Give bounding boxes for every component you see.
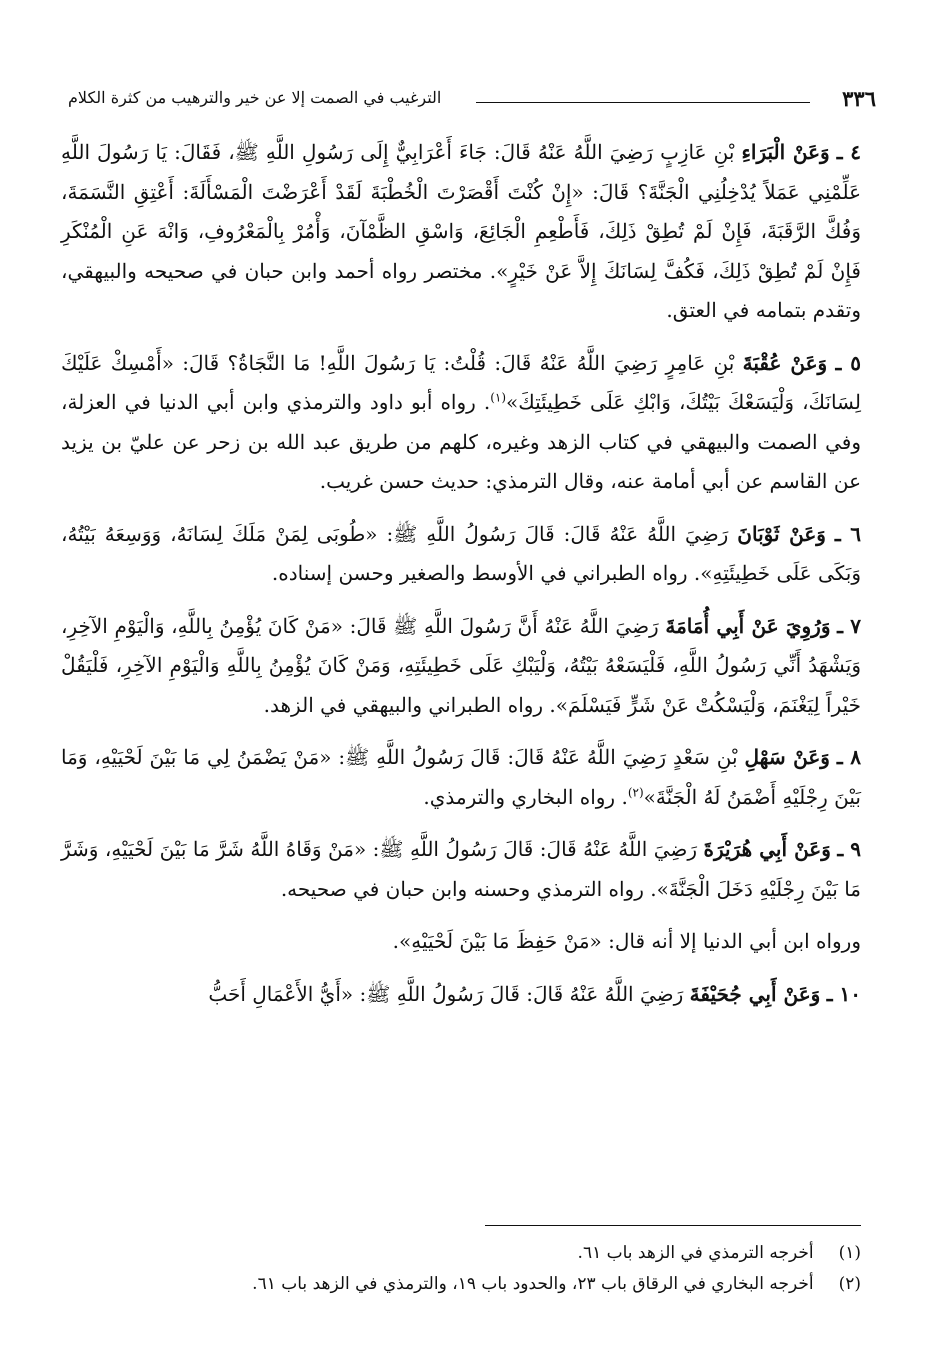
hadith-text: بْنِ عَامِرٍ رَضِيَ اللَّهُ عَنْهُ قَالَ: قُلْتُ: يَا رَسُولَ اللَّهِ! مَا النَّجَاةُ؟ قَالَ: «أَمْسِكْ عَلَيْكَ لِسَانَكَ، وَلْيَسَعْكَ بَيْتُكَ، وَابْكِ عَلَى خَطِيئَتِكَ»: [61, 350, 861, 414]
hadith-narrator: وَعَنْ سَهْلِ: [744, 745, 830, 769]
footnote-number: (٢): [838, 1274, 861, 1294]
hadith-7: [61, 607, 861, 726]
footnote-2: [61, 1269, 861, 1300]
hadith-narrator: وَعَنْ الْبَرَاءِ: [741, 140, 830, 164]
hadith-number: ٦ ـ: [834, 521, 862, 546]
hadith-4: [61, 133, 861, 331]
hadith-text: رَضِيَ اللَّهُ عَنْهُ قَالَ: قَالَ رَسُولُ اللَّهِ ﷺ: «مَنْ وَقَاهُ اللَّهُ شَرَّ مَا بَيْنَ لَحْيَيْهِ، وَشَرَّ مَا بَيْنَ رِجْلَيْهِ دَخَلَ الْجَنَّةَ». رواه الترمذي وحسنه وابن حبان في صحيحه.: [61, 837, 861, 901]
hadith-text: بْنِ عَازِبٍ رَضِيَ اللَّهُ عَنْهُ قَالَ: جَاءَ أَعْرَابِيٌّ إِلَى رَسُولِ اللَّهِ ﷺ، فَقَالَ: يَا رَسُولَ اللَّهِ عَلِّمْنِي عَمَلاً يُدْخِلُنِي الْجَنَّةَ؟ قَالَ: «إِنْ كُنْتَ أَقْصَرْتَ الْخُطْبَةَ لَقَدْ أَعْرَضْتَ الْمَسْأَلَةَ: أَعْتِقِ النَّسَمَةَ، وَفُكَّ الرَّقَبَةَ، فَإِنْ لَمْ تُطِقْ ذَلِكَ، فَأَطْعِمِ الْجَائِعَ، وَاسْقِ الظَّمْآنَ، وَأْمُرْ بِالْمَعْرُوفِ، وَانْهَ عَنِ الْمُنْكَرِ فَإِنْ لَمْ تُطِقْ ذَلِكَ، فَكُفَّ لِسَانَكَ إِلاَّ عَنْ خَيْرٍ». مختصر رواه أحمد وابن حبان في صحيحه والبيهقي، وتقدم بتمامه في العتق.: [61, 140, 862, 322]
hadith-note: ورواه ابن أبي الدنيا إلا أنه قال: «مَنْ حَفِظَ مَا بَيْنَ لَحْيَيْهِ».: [392, 929, 861, 953]
hadith-text: رَضِيَ اللَّهُ عَنْهُ قَالَ: قَالَ رَسُولُ اللَّهِ ﷺ: «أَيُّ الأَعْمَالِ أَحَبُّ: [208, 981, 684, 1006]
hadith-narrator: وَرُوِيَ عَنْ أَبِي أُمَامَةَ: [665, 613, 831, 638]
hadith-10: [61, 975, 861, 1015]
hadith-number: ١٠ ـ: [826, 981, 861, 1006]
hadith-narrator: وَعَنْ أَبِي جُحَيْفَةَ: [689, 981, 821, 1006]
running-header: [68, 82, 876, 112]
hadith-source: . رواه البخاري والترمذي.: [423, 784, 628, 809]
footnote-ref-1[interactable]: (١): [490, 390, 507, 405]
hadith-number: ٩ ـ: [837, 837, 862, 861]
hadith-number: ٥ ـ: [835, 350, 862, 375]
running-title: الترغيب في الصمت إلا عن خير والترهيب من كثرة الكلام: [68, 88, 442, 107]
hadith-9: [61, 830, 861, 909]
footnote-text: أخرجه الترمذي في الزهد باب ٦١.: [577, 1243, 814, 1263]
footnote-ref-2[interactable]: (٢): [627, 784, 644, 799]
hadith-text: رَضِيَ اللَّهُ عَنْهُ قَالَ: قَالَ رَسُولُ اللَّهِ ﷺ: «طُوبَى لِمَنْ مَلَكَ لِسَانَهُ، وَوَسِعَهُ بَيْتُهُ، وَبَكَى عَلَى خَطِيئَتِهِ». رواه الطبراني في الأوسط والصغير وحسن إسناده.: [61, 521, 861, 585]
hadith-number: ٧ ـ: [837, 613, 862, 638]
hadith-5: [61, 344, 861, 502]
hadith-source: . رواه أبو داود والترمذي وابن أبي الدنيا في العزلة، وفي الصمت والبيهقي في كتاب الزهد وغيره، كلهم من طريق عبد الله بن زحر عن عليّ بن يزيد عن القاسم عن أبي أمامة عنه، وقال الترمذي: حديث حسن غريب.: [61, 390, 862, 493]
footnote-rule: [485, 1225, 861, 1226]
main-text: [61, 133, 861, 1027]
hadith-text: رَضِيَ اللَّهُ عَنْهُ أَنَّ رَسُولَ اللَّهِ ﷺ قَالَ: «مَنْ كَانَ يُؤْمِنُ بِاللَّهِ، وَالْيَوْمِ الآخِرِ، وَيَشْهَدُ أَنِّي رَسُولُ اللَّهِ، فَلْيَسَعْهُ بَيْتُهُ، وَلْيَبْكِ عَلَى خَطِيئَتِهِ، وَمَنْ كَانَ يُؤْمِنُ بِاللَّهِ وَالْيَوْمِ الآخِرِ، فَلْيَقُلْ خَيْراً لِيَغْنَمَ، وَلْيَسْكُتْ عَنْ شَرٍّ فَيَسْلَمَ». رواه الطبراني والبيهقي في الزهد.: [61, 613, 861, 717]
hadith-number: ٨ ـ: [836, 745, 862, 769]
hadith-narrator: وَعَنْ ثَوْبَانَ: [737, 521, 826, 546]
hadith-number: ٤ ـ: [836, 140, 862, 164]
page-number: ٣٣٦: [842, 86, 876, 111]
footnote-text: أخرجه البخاري في الرقاق باب ٢٣، والحدود باب ١٩، والترمذي في الزهد باب ٦١.: [252, 1274, 814, 1294]
hadith-text: بْنِ سَعْدٍ رَضِيَ اللَّهُ عَنْهُ قَالَ: قَالَ رَسُولُ اللَّهِ ﷺ: «مَنْ يَضْمَنُ لِي مَا بَيْنَ لَحْيَيْهِ، وَمَا بَيْنَ رِجْلَيْهِ أَضْمَنُ لَهُ الْجَنَّةَ»: [61, 745, 861, 809]
hadith-6: [61, 515, 861, 594]
footnote-1: [61, 1238, 861, 1269]
hadith-narrator: وَعَنْ أَبِي هُرَيْرَةَ: [703, 837, 831, 861]
hadith-8: [61, 738, 861, 817]
hadith-narrator: وَعَنْ عُقْبَةَ: [742, 350, 828, 375]
header-rule: [476, 102, 810, 103]
footnotes: [61, 1238, 861, 1300]
footnote-number: (١): [838, 1243, 861, 1263]
